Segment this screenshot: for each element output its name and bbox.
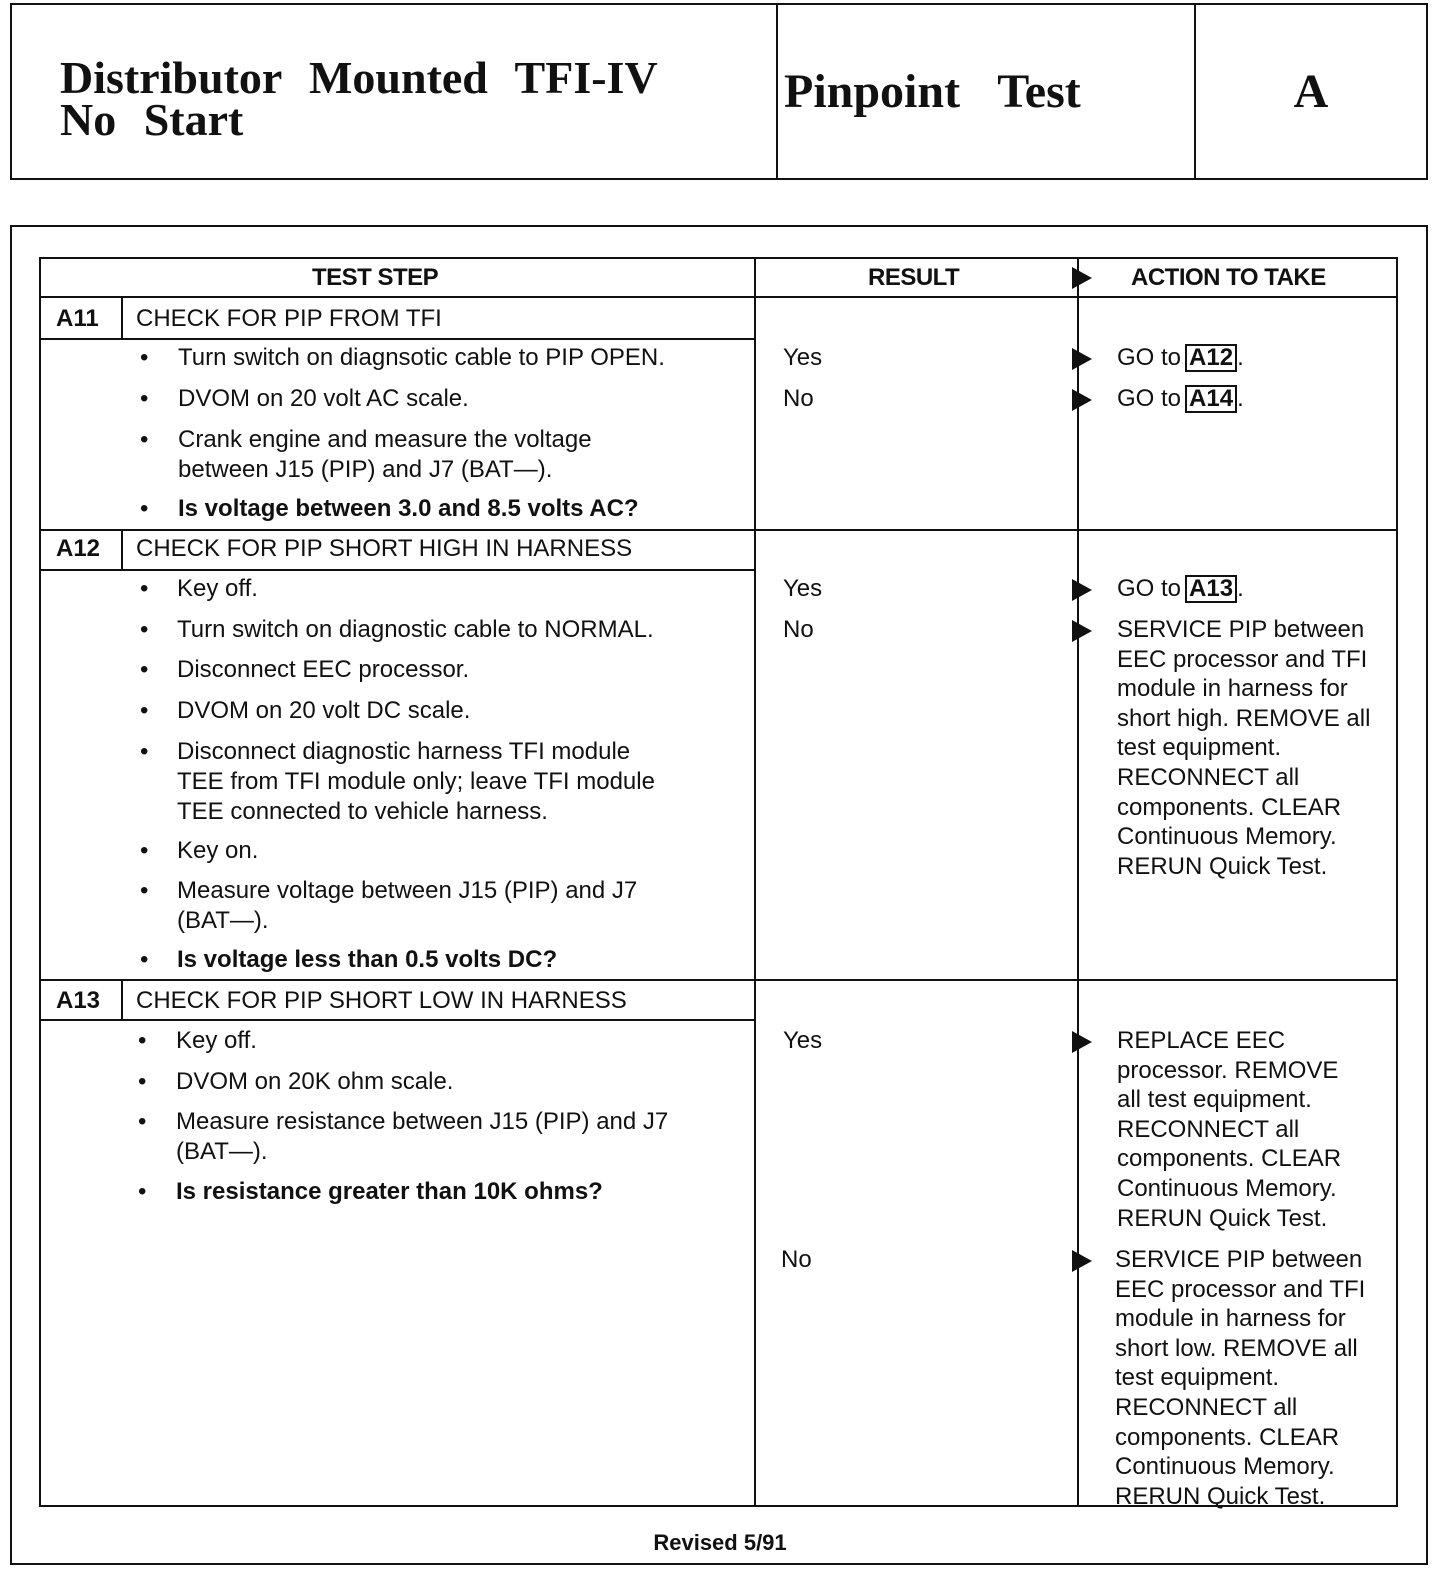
- step-bullet: Disconnect diagnostic harness TFI module TEE from TFI module only; leave TFI module TEE connected to vehicle harness.: [177, 738, 655, 825]
- result-label: No: [783, 616, 814, 643]
- action-text: GO to A12 .: [1117, 344, 1244, 371]
- step-bullet: Turn switch on diagnostic cable to NORMAL.: [177, 616, 654, 643]
- action-text: GO to A13 .: [1117, 575, 1244, 602]
- bullet-icon: •: [140, 697, 149, 724]
- step-ref-link[interactable]: A14: [1185, 385, 1237, 413]
- arrow-icon: [1072, 1031, 1092, 1053]
- bullet-icon: •: [138, 1108, 147, 1135]
- code-rule-a12: [121, 529, 123, 569]
- arrow-icon: [1072, 348, 1092, 370]
- bullet-icon: •: [138, 1027, 147, 1054]
- arrow-icon: [1072, 1250, 1092, 1272]
- bullet-icon: •: [140, 738, 149, 765]
- step-bullet: Measure resistance between J15 (PIP) and J7 (BAT—).: [176, 1108, 669, 1165]
- step-ref-link[interactable]: A13: [1185, 575, 1237, 603]
- step-bullet: Key off.: [177, 575, 258, 602]
- title-line-1: Distributor Mounted TFI-IV: [60, 52, 658, 103]
- bullet-icon: •: [140, 877, 149, 904]
- bullet-icon: •: [140, 344, 149, 371]
- col-header-test-step: TEST STEP: [312, 264, 439, 291]
- step-question: Is voltage between 3.0 and 8.5 volts AC?: [178, 495, 639, 522]
- bullet-icon: •: [140, 656, 149, 683]
- arrow-icon: [1072, 620, 1092, 642]
- title-rule-a11: [41, 338, 754, 340]
- code-rule-a13: [121, 979, 123, 1019]
- action-text: SERVICE PIP between EEC processor and TFI module in harness for short high. REMOVE all test equipment. RECONNECT all components. CLEAR Continuous Memory. RERUN Quick Test.: [1117, 616, 1371, 880]
- col-rule-action: [1077, 259, 1079, 1505]
- bullet-icon: •: [140, 495, 149, 522]
- step-title: CHECK FOR PIP SHORT LOW IN HARNESS: [136, 987, 627, 1014]
- action-text: SERVICE PIP between EEC processor and TFI module in harness for short low. REMOVE all test equipment. RECONNECT all components. CLEAR Continuous Memory. RERUN Quick Test.: [1115, 1246, 1366, 1510]
- step-bullet: Disconnect EEC processor.: [177, 656, 470, 683]
- bullet-icon: •: [140, 385, 149, 412]
- code-rule-a11: [121, 296, 123, 338]
- step-rule-a13: [41, 979, 1396, 981]
- step-bullet: Turn switch on diagnsotic cable to PIP OPEN.: [178, 344, 665, 371]
- title-rule-a12: [41, 569, 754, 571]
- result-label: Yes: [783, 575, 823, 602]
- step-title: CHECK FOR PIP SHORT HIGH IN HARNESS: [136, 535, 633, 562]
- result-label: No: [783, 385, 814, 412]
- step-bullet: DVOM on 20 volt AC scale.: [178, 385, 469, 412]
- page-title: [12, 5, 778, 178]
- header-box: [10, 3, 1428, 180]
- step-ref-link[interactable]: A12: [1185, 344, 1237, 372]
- bullet-icon: •: [140, 575, 149, 602]
- step-bullet: Crank engine and measure the voltage between J15 (PIP) and J7 (BAT—).: [178, 426, 592, 483]
- bullet-icon: •: [140, 837, 149, 864]
- step-bullet: Measure voltage between J15 (PIP) and J7 (BAT—).: [177, 877, 638, 934]
- step-code: A13: [56, 987, 101, 1014]
- step-question: Is resistance greater than 10K ohms?: [176, 1178, 603, 1205]
- bullet-icon: •: [138, 1068, 147, 1095]
- result-label: Yes: [783, 1027, 823, 1054]
- result-label: Yes: [783, 344, 823, 371]
- col-header-action: ACTION TO TAKE: [1131, 264, 1326, 291]
- step-bullet: DVOM on 20K ohm scale.: [176, 1068, 454, 1095]
- test-code: A: [1293, 65, 1329, 118]
- result-label: No: [781, 1246, 812, 1273]
- bullet-icon: •: [140, 616, 149, 643]
- test-type: Pinpoint Test: [778, 5, 1196, 178]
- header-rule: [41, 296, 1396, 298]
- step-title: CHECK FOR PIP FROM TFI: [136, 305, 442, 332]
- revision-note: Revised 5/91: [653, 1530, 787, 1555]
- step-bullet: Key on.: [177, 837, 259, 864]
- arrow-icon: [1072, 267, 1092, 289]
- arrow-icon: [1072, 389, 1092, 411]
- bullet-icon: •: [138, 1178, 147, 1205]
- col-header-result: RESULT: [868, 264, 960, 291]
- step-rule-a12: [41, 529, 1396, 531]
- step-bullet: Key off.: [176, 1027, 257, 1054]
- bullet-icon: •: [140, 426, 149, 453]
- title-line-2: No Start: [60, 94, 244, 145]
- action-text: GO to A14 .: [1117, 385, 1244, 412]
- arrow-icon: [1072, 579, 1092, 601]
- col-rule-result: [754, 259, 756, 1505]
- step-code: A11: [56, 305, 99, 332]
- step-code: A12: [56, 535, 101, 562]
- step-bullet: DVOM on 20 volt DC scale.: [177, 697, 471, 724]
- step-question: Is voltage less than 0.5 volts DC?: [177, 946, 558, 973]
- bullet-icon: •: [140, 946, 149, 973]
- action-text: REPLACE EEC processor. REMOVE all test equipment. RECONNECT all components. CLEAR Continuous Memory. RERUN Quick Test.: [1117, 1027, 1342, 1232]
- title-rule-a13: [41, 1019, 754, 1021]
